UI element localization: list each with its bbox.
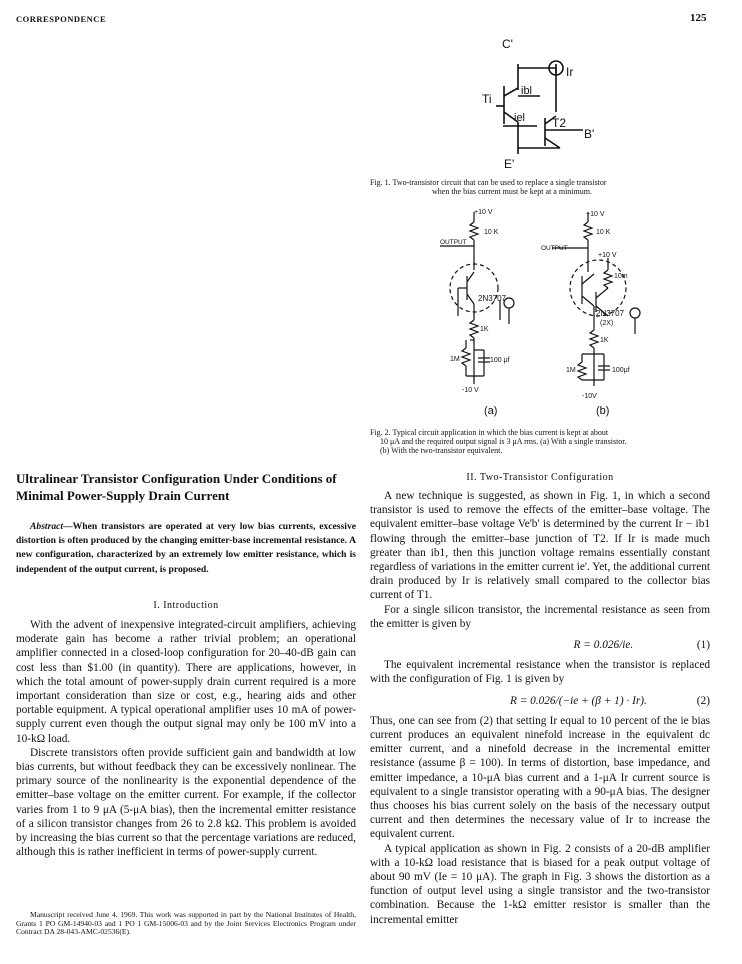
equation-2-number: (2): [696, 694, 710, 707]
figure-1-circuit: [0, 0, 742, 200]
section2-paragraph-4: Thus, one can see from (2) that setting Ir equal to 10 percent of the ie bias current produces an equivalent ninefold increase in the equivalent dc emitter current, and a ninefold decrease in the incremental emitter resistance (assume β = 100). In terms of distortion, base impedance, and emitter impedance, a 10-μA bias current and a 1-μA Ir current source is equivalent to a single transistor operating with a 90-μA bias. The designer thus chooses his bias current solely on the basis of the necessary output current and then determines the necessary value of Ir to increase the equivalent current.: [370, 714, 710, 841]
section1-paragraph-1: With the advent of inexpensive integrated-circuit amplifiers, achieving moderate gain has become a rather trivial problem; an operational amplifier connected in a closed-loop configuration for 20–40-dB gain can cost less than $1.00 (in quantity). There are applications, however, in which the total amount of power-supply drain current required is a more important consideration than size or cost, e.g., hearing aids and other portable equipment. A typical operational amplifier uses 10 mA of power-supply current even though the output signal may only be 100 mV into a 10-kΩ load.: [16, 619, 356, 745]
fig1-label-ti: Ti: [482, 92, 492, 106]
abstract: [16, 520, 356, 577]
section2-paragraph-3: The equivalent incremental resistance when the transistor is replaced with the configuration of Fig. 1 is given by: [370, 659, 710, 686]
fig1-label-b: B': [584, 127, 595, 141]
fig2b-label: (b): [596, 405, 610, 417]
fig2b-output: OUTPUT: [541, 245, 568, 252]
fig2b-rtop: 10 K: [596, 229, 611, 236]
fig2a-vtop: +10 V: [474, 209, 493, 216]
fig2b-vtop: +10 V: [586, 211, 605, 218]
fig1-label-iel: iel: [514, 112, 526, 124]
fig2a-label: (a): [484, 405, 498, 417]
equation-2-body: R = 0.026/(−ie + (β + 1) · Ir).: [509, 694, 647, 707]
equation-1-body: R = 0.026/ie.: [573, 639, 634, 652]
fig2b-rm: 1M: [566, 367, 576, 374]
fig2b-vinner: +10 V: [598, 252, 617, 259]
fig2a-output: OUTPUT: [440, 239, 467, 246]
fig2a-rm: 1M: [450, 356, 460, 363]
fig1-label-ir: Ir: [566, 65, 574, 79]
fig1-label-t2: T2: [552, 116, 567, 130]
fig2a-cap: 100 μf: [490, 357, 510, 364]
fig2b-transistor: 2N3707: [596, 309, 625, 318]
section-1-heading: I. Introduction: [153, 600, 219, 611]
section2-paragraph-2: For a single silicon transistor, the incremental resistance as seen from the emitter is given by: [370, 603, 710, 630]
footnote: [16, 911, 356, 937]
fig1-caption-line1: Fig. 1. Two-transistor circuit that can be used to replace a single transistor: [370, 178, 607, 187]
equation-2: [370, 694, 710, 708]
fig2b-re: 1K: [600, 337, 609, 344]
fig1-caption-line2: when the bias current must be kept at a minimum.: [432, 187, 592, 196]
figure-2-circuits: [0, 200, 742, 430]
footnote-text: Manuscript received June 4, 1969. This work was supported in part by the National Institutes of Health, Grants 1 PO GM-14940-03 and 1 PO 1 GM-15006-03 and by the Joint Services Electronics Program under Contract DA 28-043-AMC-02536(E).: [16, 910, 356, 937]
fig2a-re: 1K: [480, 326, 489, 333]
fig1-label-ibl: ibl: [521, 85, 533, 97]
section-2-heading: II. Two-Transistor Configuration: [466, 472, 614, 483]
article-title: Ultralinear Transistor Configuration Under Conditions of Minimal Power-Supply Drain Current: [16, 471, 337, 503]
fig2b-cap: 100μf: [612, 367, 630, 374]
equation-1: [370, 638, 710, 652]
fig2a-transistor: 2N3707: [478, 294, 507, 303]
section-2-body: [370, 489, 710, 927]
figure-2-caption: [370, 428, 720, 455]
running-header: CORRESPONDENCE: [16, 14, 107, 24]
section-1-body: [16, 618, 356, 859]
fig2a-rtop: 10 K: [484, 229, 499, 236]
fig2a-vbot: -10 V: [462, 387, 479, 394]
section2-paragraph-5: A typical application as shown in Fig. 2 consists of a 20-dB amplifier with a 10-kΩ load resistance that is biased for a peak output voltage of about 90 mV (Ie = 10 μA). The graph in Fig. 3 shows the distortion as a function of output level using a single transistor and the two-transistor combination. Because the 1-kΩ emitter resistor is smaller than the incremental emitter: [370, 842, 710, 926]
page-number: 125: [690, 12, 707, 24]
abstract-label: Abstract: [30, 521, 64, 532]
equation-1-number: (1): [696, 639, 710, 652]
fig2b-count: (2X): [600, 320, 614, 327]
fig2-caption-line1: Fig. 2. Typical circuit application in which the bias current is kept at about: [370, 428, 609, 437]
fig1-label-c: C': [502, 37, 513, 51]
fig2-caption-line2: 10 μA and the required output signal is 3 μA rms. (a) With a single transistor.: [380, 437, 627, 446]
fig2b-vbot: -10V: [582, 393, 597, 400]
section1-paragraph-2: Discrete transistors often provide sufficient gain and bandwidth at low bias currents, but without feedback they can be excessively nonlinear. The primary source of the nonlinearity is the exponential dependence of the emitter–base voltage on the emitter current. For example, if the collector varies from 1 to 9 μA (5-μA bias), then the incremental emitter resistance of a silicon transistor changes from 26 to 2.8 kΩ. This problem is avoided by increasing the bias current so that the percentage variations are reduced, although this is rather inefficient in terms of power-supply current.: [16, 746, 356, 859]
fig1-label-e: E': [504, 157, 515, 171]
fig2-caption-line3: (b) With the two-transistor equivalent.: [380, 446, 503, 455]
fig2b-rinner: 10m: [614, 273, 628, 280]
section2-paragraph-1: A new technique is suggested, as shown in Fig. 1, in which a second transistor is used to remove the effects of the emitter–base voltage. The equivalent emitter–base voltage Ve'b' is determined by the current Ir − ib1 flowing through the emitter–base junction of T2. If Ir is made much greater than ib1, then this junction voltage remains essentially constant regardless of variations in the emitter current ie'. Yet, the additional current drain produced by Ir is relatively small compared to the collector bias current of T1.: [370, 490, 710, 602]
figure-1-caption: [370, 178, 710, 196]
abstract-text: —When transistors are operated at very low bias currents, excessive distortion is often produced by the changing emitter-base incremental resistance. A new configuration, characterized by an extremely low emitter resistance, which is independent of the output current, is proposed.: [16, 521, 356, 575]
